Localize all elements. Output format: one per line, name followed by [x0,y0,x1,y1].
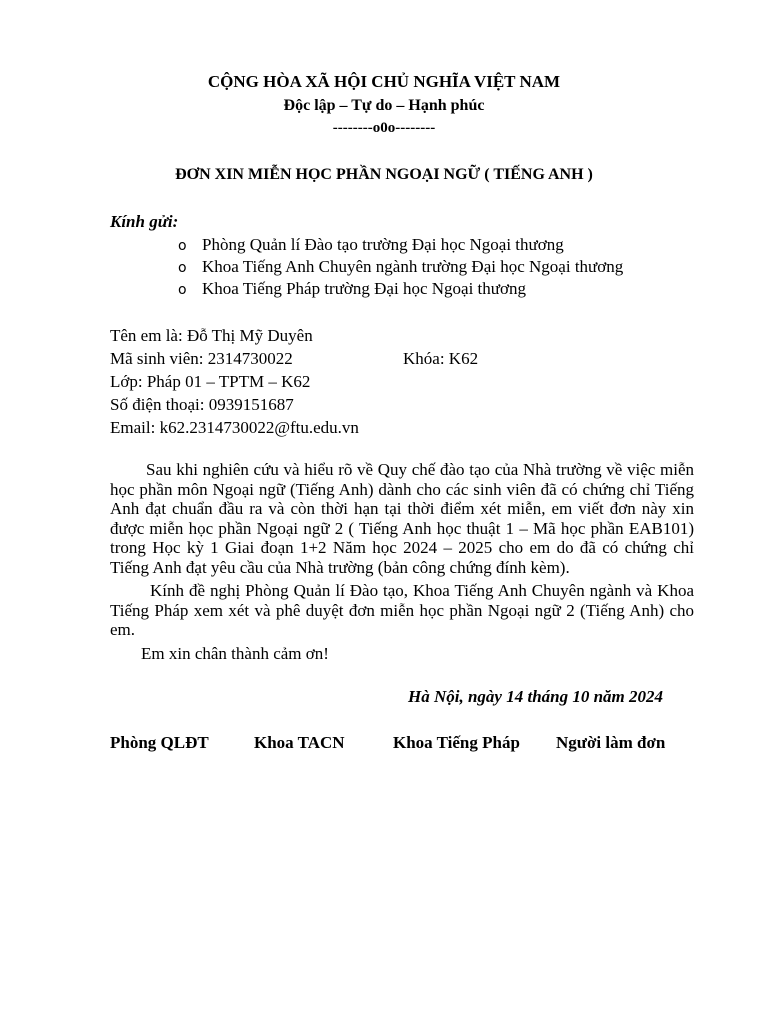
motto-heading: Độc lập – Tự do – Hạnh phúc [283,97,485,114]
list-item [178,256,623,278]
student-name: Tên em là: Đỗ Thị Mỹ Duyên [110,326,313,345]
recipient-text: Khoa Tiếng Anh Chuyên ngành trường Đại học Ngoại thương [202,257,624,276]
bullet-icon: o [178,238,187,254]
document-title: ĐƠN XIN MIỄN HỌC PHẦN NGOẠI NGỮ ( TIẾNG ANH ) [175,166,593,183]
header-separator: --------o0o-------- [332,120,436,136]
student-class: Lớp: Pháp 01 – TPTM – K62 [110,372,311,391]
signature-label-applicant: Người làm đơn [556,733,666,752]
letter-body [110,460,694,663]
list-item [178,278,623,300]
recipient-text: Phòng Quản lí Đào tạo trường Đại học Ngoại thương [202,235,564,254]
nation-heading: CỘNG HÒA XÃ HỘI CHỦ NGHĨA VIỆT NAM [207,72,561,91]
signature-label-tacn: Khoa TACN [254,733,345,752]
bullet-icon: o [178,282,187,298]
signature-label-tieng-phap: Khoa Tiếng Pháp [393,733,520,752]
student-email: Email: k62.2314730022@ftu.edu.vn [110,418,359,437]
recipients-label: Kính gửi: [110,212,179,231]
body-paragraph-1: Sau khi nghiên cứu và hiểu rõ về Quy chế đào tạo của Nhà trường về việc miễn học phần môn Ngoại ngữ (Tiếng Anh) dành cho các sinh viên đã có chứng chỉ Tiếng Anh đạt chuẩn đầu ra và còn thời hạn tại thời điểm xét miễn, em viết đơn này xin được miễn học phần Ngoại ngữ 2 ( Tiếng Anh học thuật 1 – Mã học phần EAB101) trong Học kỳ 1 Giai đoạn 1+2 Năm học 2024 – 2025 cho em do đã có chứng chỉ Tiếng Anh đạt yêu cầu của Nhà trường (bản công chứng đính kèm). [110,460,694,577]
bullet-icon: o [178,260,187,276]
student-id-row [110,347,710,370]
student-cohort: Khóa: K62 [403,349,479,368]
recipient-text: Khoa Tiếng Pháp trường Đại học Ngoại thương [202,279,526,298]
student-phone: Số điện thoại: 0939151687 [110,395,294,414]
student-info [110,324,710,439]
signature-label-qldt: Phòng QLĐT [110,733,209,752]
recipients-list [178,234,623,300]
date-line: Hà Nội, ngày 14 tháng 10 năm 2024 [408,687,664,706]
student-id: Mã sinh viên: 2314730022 [110,349,293,368]
list-item [178,234,623,256]
body-paragraph-2: Kính đề nghị Phòng Quản lí Đào tạo, Khoa Tiếng Anh Chuyên ngành và Khoa Tiếng Pháp xem xét và phê duyệt đơn miễn học phần Ngoại ngữ 2 (Tiếng Anh) cho em. [110,581,694,639]
body-paragraph-3: Em xin chân thành cảm ơn! [141,643,329,663]
